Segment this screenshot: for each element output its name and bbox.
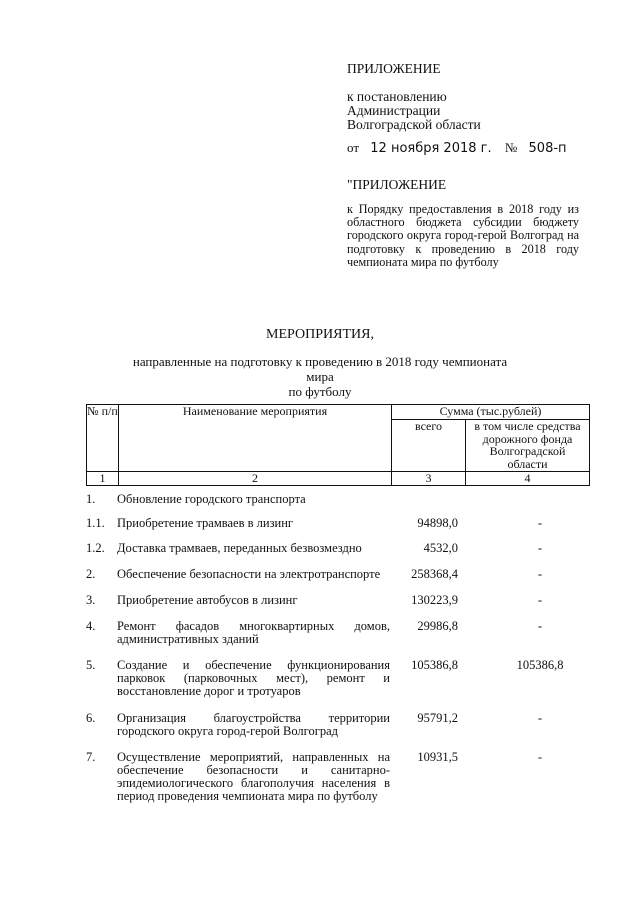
index-cell: 1 — [87, 472, 119, 486]
subtitle-line-1: направленные на подготовку к проведению в 2018 году чемпионата мира — [132, 354, 508, 384]
page-title: МЕРОПРИЯТИЯ, — [266, 327, 374, 342]
row-name: Приобретение трамваев в лизинг — [117, 516, 294, 530]
col-sum-header: Сумма (тыс.рублей) — [392, 405, 590, 420]
col-name-header: Наименование мероприятия — [119, 405, 392, 472]
row-total: 258368,4 — [411, 567, 458, 581]
row-name: Обеспечение безопасности на электротранспорте — [117, 567, 381, 581]
row-total: 4532,0 — [423, 541, 458, 555]
row-name: Доставка трамваев, переданных безвозмездно — [117, 541, 362, 555]
row-road: - — [537, 711, 543, 725]
table-header — [86, 404, 590, 486]
appendix-line-3: Волгоградской области — [347, 117, 481, 132]
number-value: 508-п — [528, 141, 567, 156]
appendix-line-2: Администрации — [347, 103, 441, 118]
page-subtitle — [120, 354, 520, 399]
row-num: 2. — [86, 567, 96, 581]
row-num: 1.2. — [86, 541, 105, 555]
row-road: - — [537, 516, 543, 530]
row-num: 1. — [86, 492, 96, 506]
row-road: - — [537, 593, 543, 607]
row-num: 1.1. — [86, 516, 105, 530]
index-cell: 2 — [119, 472, 392, 486]
date-prefix: от — [347, 140, 360, 155]
row-name: Организация благоустройства территории городского округа город-герой Волгоград — [117, 711, 390, 738]
row-num: 7. — [86, 750, 96, 764]
row-name: Осуществление мероприятий, направленных на обеспечение безопасности и санитарно-эпидемиологического благополучия населения в период проведения чемпионата мира по футболу — [117, 750, 390, 803]
row-name: Обновление городского транспорта — [117, 492, 306, 506]
row-road: - — [537, 567, 543, 581]
row-num: 5. — [86, 658, 96, 672]
number-sign: № — [504, 140, 518, 155]
row-name: Создание и обеспечение функционирования парковок (парковочных мест), ремонт и восстановление дорог и тротуаров — [117, 658, 390, 698]
row-total: 130223,9 — [411, 593, 458, 607]
col-road-header: в том числе средства дорожного фонда Волгоградской области — [466, 420, 590, 472]
appendix-line-1: к постановлению — [347, 89, 447, 104]
row-road: - — [537, 619, 543, 633]
subtitle-line-2: по футболу — [288, 384, 352, 399]
row-num: 6. — [86, 711, 96, 725]
row-road: 105386,8 — [516, 658, 564, 672]
index-cell: 4 — [466, 472, 590, 486]
row-num: 4. — [86, 619, 96, 633]
row-num: 3. — [86, 593, 96, 607]
row-name: Приобретение автобусов в лизинг — [117, 593, 298, 607]
row-total: 95791,2 — [417, 711, 458, 725]
inner-appendix-title: "ПРИЛОЖЕНИЕ — [347, 177, 447, 192]
index-cell: 3 — [392, 472, 466, 486]
row-name: Ремонт фасадов многоквартирных домов, административных зданий — [117, 619, 390, 646]
row-total: 29986,8 — [417, 619, 458, 633]
row-total: 105386,8 — [411, 658, 458, 672]
inner-appendix-text: к Порядку предоставления в 2018 году из областного бюджета субсидии бюджету городского округа город-герой Волгоград на подготовку к проведению в 2018 году чемпионата мира по футболу — [347, 202, 579, 269]
row-total: 94898,0 — [417, 516, 458, 530]
col-total-header: всего — [392, 420, 466, 472]
date-value: 12 ноября 2018 г. — [370, 141, 492, 156]
col-num-header: № п/п — [87, 405, 119, 472]
row-road: - — [537, 750, 543, 764]
appendix-date-line — [347, 140, 567, 156]
appendix-title: ПРИЛОЖЕНИЕ — [347, 61, 441, 76]
row-road: - — [537, 541, 543, 555]
row-total: 10931,5 — [417, 750, 458, 764]
